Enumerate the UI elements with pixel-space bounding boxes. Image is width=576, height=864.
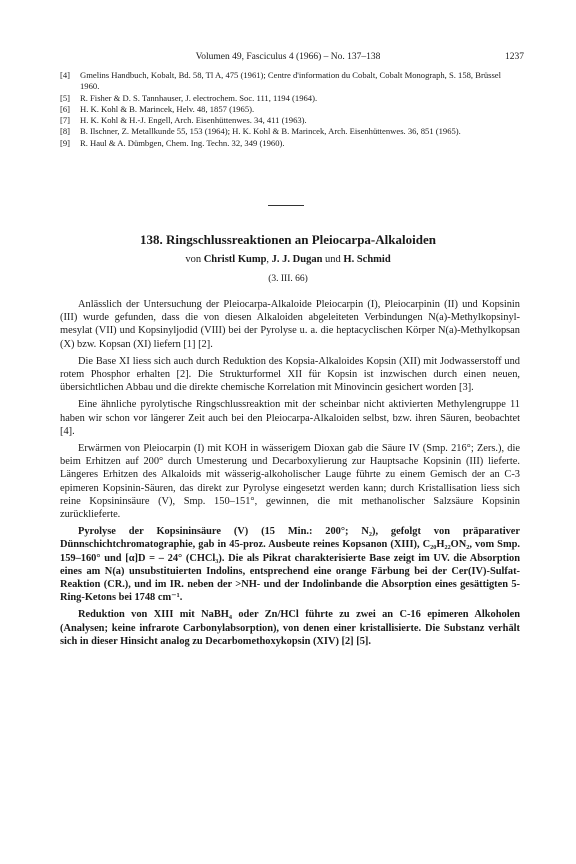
reference-item: [5] R. Fisher & D. S. Tannhauser, J. electrochem. Soc. 111, 1194 (1964). (60, 92, 318, 103)
reference-item: [4] Gmelins Handbuch, Kobalt, Bd. 58, Tl A, 475 (1961); Centre d'information du Cobalt, Cobalt Monograph, S. 158, Brüssel 1960. (60, 70, 502, 92)
paragraph: Reduktion von XIII mit NaBH₄ oder Zn/HCl führte zu zwei an C-16 epimeren Alkoholen (Analysen; keine infrarote Carbonylabsorption), von denen einer kristallisierte. Die Substanz verhält sich in dieser Hinsicht analog zu Decarbomethoxykopsin (XIV) [2] [5]. (60, 609, 520, 647)
author-name: Christl Kump (203, 254, 267, 265)
received-date: (3. III. 66) (268, 274, 308, 284)
author-name: H. Schmid (343, 254, 391, 265)
page-number: 1237 (505, 52, 524, 62)
paragraph: Pyrolyse der Kopsininsäure (V) (15 Min.: 200°; N₂), gefolgt von präparativer Dünnschichtchromatographie, gab in 45-proz. Ausbeute reines Kopsanon (XIII), C₂₀H₂₂ON₂, vom Smp. 159–160° und [α]D = – 24° (CHCl₃). Die als Pikrat charakterisierte Base zeigt im UV. die Absorption eines am N(a) unsubstituierten Indolins, entsprechend eine orange Färbung bei der Cer(IV)-Sulfat-Reaktion (CR.), und im IR. neben der >NH- und der Indolinbande die Absorption eines gesättigten 5-Ring-Ketons bei 1748 cm⁻¹. (60, 526, 520, 604)
reference-item: [8] B. Ilschner, Z. Metallkunde 55, 153 (1964); H. K. Kohl & B. Marincek, Arch. Eisenhüttenwes. 36, 851 (1965). (60, 126, 461, 137)
author-name: J. J. Dugan (271, 254, 323, 265)
paragraph: Erwärmen von Pleiocarpin (I) mit KOH in wässerigem Dioxan gab die Säure IV (Smp. 216°; Zers.), die beim Erhitzen auf 200° durch Umesterung und Decarboxylierung zur Hauptsache Kopsinin (III) lieferte. Längeres Erhitzen des Alkaloids mit wässerig-alkoholischer Lauge führte zu einem Gemisch der an C-3 epimeren Kopsinin-Säuren, das direkt zur Pyrolyse eingesetzt werden kann; durch Kristallisation liess sich reine Kopsininsäure (V), Smp. 150–151°, gewinnen, die mit methanolischer Salzsäure Kopsinin zurücklieferte. (60, 443, 520, 521)
reference-item: [7] H. K. Kohl & H.-J. Engell, Arch. Eisenhüttenwes. 34, 411 (1963). (60, 115, 307, 126)
section-divider (268, 205, 304, 206)
paragraph: Anlässlich der Untersuchung der Pleiocarpa-Alkaloide Pleiocarpin (I), Pleiocarpinin (II) und Kopsinin (III) wurde gefunden, dass die von diesen Alkaloiden abgeleiteten Verbindungen N(a)-Methylkopsinyl-mesylat (VII) und Kopsinyljodid (VIII) bei der Pyrolyse u. a. die heptacyclischen Körper N(a)-Methylkopsan (X) bzw. Kopsan (XI) liefern [1] [2]. (60, 299, 520, 350)
author-line: von Christl Kump, J. J. Dugan und H. Schmid (185, 254, 391, 265)
reference-item: [6] H. K. Kohl & B. Marincek, Helv. 48, 1857 (1965). (60, 103, 255, 114)
article-title: 138. Ringschlussreaktionen an Pleiocarpa-Alkaloiden (140, 232, 436, 247)
reference-item: [9] R. Haul & A. Dümbgen, Chem. Ing. Techn. 32, 349 (1960). (60, 137, 285, 148)
paragraph: Die Base XI liess sich auch durch Reduktion des Kopsia-Alkaloides Kopsin (XII) mit Jodwasserstoff und rotem Phosphor erhalten [2]. Die Strukturformel XII für Kopsin ist inzwischen durch einen neuen, übersichtlichen Abbau und die direkte chemische Korrelation mit Minovincin gesichert worden [3]. (60, 355, 520, 394)
reference-list (60, 70, 520, 149)
article-body (60, 298, 520, 652)
running-header: Volumen 49, Fasciculus 4 (1966) – No. 137–138 (195, 52, 381, 62)
paragraph: Eine ähnliche pyrolytische Ringschlussreaktion mit der scheinbar nicht aktivierten Methylengruppe 11 haben wir schon vor längerer Zeit auch bei den Pleiocarpa-Alkaloiden selbst, bzw. ihren Säuren, beobachtet [4]. (60, 399, 520, 437)
